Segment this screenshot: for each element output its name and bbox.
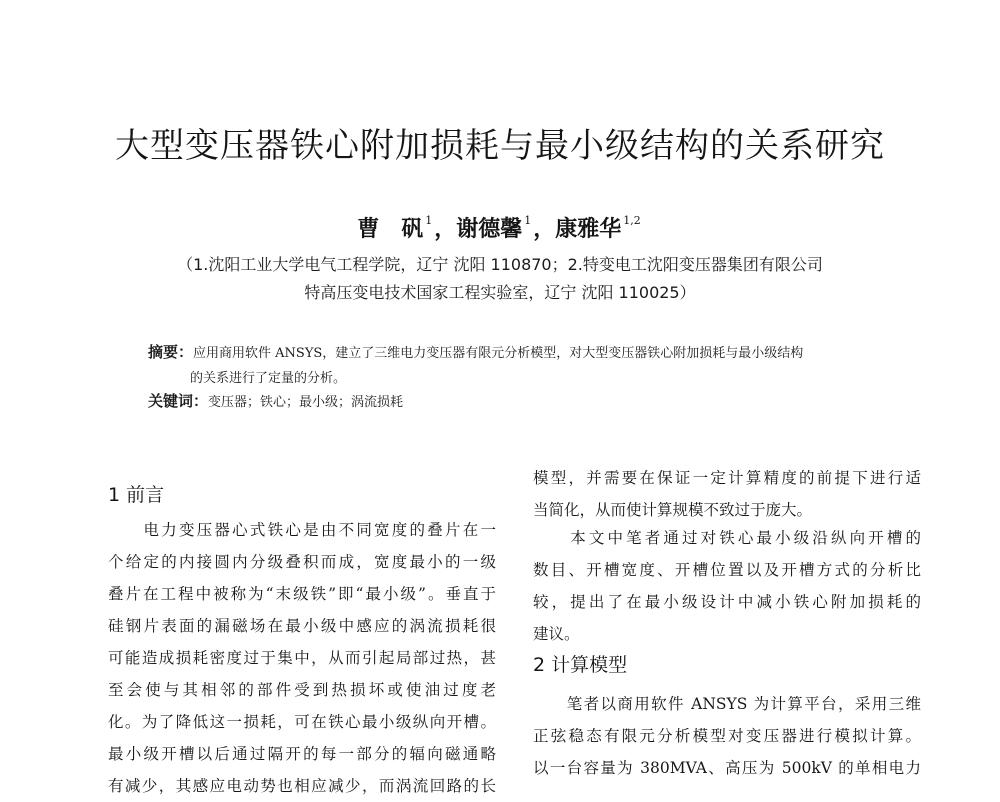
section-heading: 1 前言 [108,484,165,506]
body-line: 叠片在工程中被称为“末级铁”即“最小级”。垂直于 [108,585,496,603]
author-name: 康雅华 [555,216,622,242]
body-line: 化。为了降低这一损耗，可在铁心最小级纵向开槽。 [108,713,496,731]
abstract-label: 摘要： [148,343,194,361]
body-line: 硅钢片表面的漏磁场在最小级中感应的涡流损耗很 [108,617,496,635]
body-line: 本文中笔者通过对铁心最小级沿纵向开槽的 [533,529,921,547]
body-line: 个给定的内接圆内分级叠积而成，宽度最小的一级 [108,553,496,571]
keywords-label: 关键词： [148,392,209,410]
section-body-right-mid [533,522,921,650]
body-line: 模型，并需要在保证一定计算精度的前提下进行适 [533,469,921,487]
affiliation-line: （1.沈阳工业大学电气工程学院，辽宁 沈阳 110870；2.特变电工沈阳变压器集团有限公司 [177,255,823,274]
section-heading: 2 计算模型 [533,654,628,676]
abstract-text: 应用商用软件 ANSYS，建立了三维电力变压器有限元分析模型，对大型变压器铁心附加损耗与最小级结构 [193,346,804,361]
body-line: 较，提出了在最小级设计中减小铁心附加损耗的 [533,593,921,611]
abstract-text: 的关系进行了定量的分析。 [190,371,347,386]
keywords-text: 变压器；铁心；最小级；涡流损耗 [208,395,404,410]
keywords [148,390,908,411]
body-line: 最小级开槽以后通过隔开的每一部分的辐向磁通略 [108,745,496,763]
body-line: 电力变压器心式铁心是由不同宽度的叠片在一 [108,521,496,539]
section-body-right-top [533,462,921,526]
paper-title: 大型变压器铁心附加损耗与最小级结构的关系研究 [115,126,885,166]
body-line: 至会使与其相邻的部件受到热损坏或使油过度老 [108,681,496,699]
author-affiliation-mark: 1,2 [623,214,641,227]
body-line: 有减少，其感应电动势也相应减少，而涡流回路的长 [108,777,496,795]
section-body-left [108,514,496,802]
author-separator: ， [434,216,457,242]
body-line: 数目、开槽宽度、开槽位置以及开槽方式的分析比 [533,561,921,579]
author-name: 曹 矾 [357,216,424,242]
abstract [148,340,908,391]
body-line: 建议。 [533,625,580,643]
author-affiliation-mark: 1 [425,214,433,227]
body-line: 以一台容量为 380MVA、高压为 500kV 的单相电力 [533,759,921,777]
author-separator: ， [533,216,556,242]
affiliation-line: 特高压变电技术国家工程实验室，辽宁 沈阳 110025） [304,283,696,302]
body-line: 当简化，从而使计算规模不致过于庞大。 [533,501,813,519]
section-body-right-bottom [533,688,921,784]
body-line: 正弦稳态有限元分析模型对变压器进行模拟计算。 [533,727,921,745]
author-list [0,212,1000,243]
author-affiliation-mark: 1 [524,214,532,227]
author-name: 谢德馨 [456,216,523,242]
body-line: 笔者以商用软件 ANSYS 为计算平台，采用三维 [533,695,921,713]
body-line: 可能造成损耗密度过于集中，从而引起局部过热，甚 [108,649,496,667]
